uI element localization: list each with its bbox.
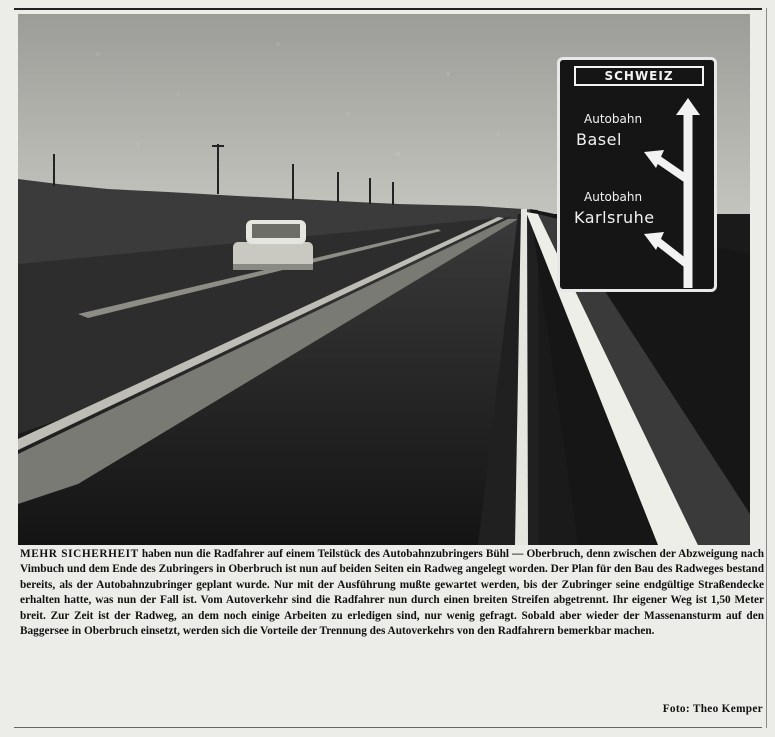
road-photo xyxy=(18,14,750,545)
sign-line1-small: Autobahn xyxy=(584,112,643,126)
caption-lead: MEHR SICHERHEIT xyxy=(20,548,139,560)
sign-line1-big: Basel xyxy=(576,130,622,149)
photo-caption xyxy=(20,547,764,639)
sign-header: SCHWEIZ xyxy=(574,66,704,86)
sign-line2-big: Karlsruhe xyxy=(574,208,655,227)
right-rule xyxy=(766,8,767,728)
photo-credit: Foto: Theo Kemper xyxy=(662,703,763,715)
highway-sign xyxy=(557,57,717,292)
sign-line2-small: Autobahn xyxy=(584,190,643,204)
caption-body: haben nun die Radfahrer auf einem Teilstück des Autobahnzubringers Bühl — Oberbruch, denn zwischen der Abzweigung nach Vimbuch und dem Ende des Zubringers in Oberbruch ist nun auf beiden Seiten ein Radweg angelegt worden. Der Plan für den Bau des Radweges bestand bereits, als der Autobahnzubringer geplant wurde. Nur mit der Ausführung mußte gewartet werden, bis der Zubringer seine endgültige Straßendecke erhalten hatte, was nun der Fall ist. Vom Autoverkehr sind die Radfahrer nun durch einen breiten Streifen abgetrennt. Ihr eigener Weg ist 1,50 Meter breit. Zur Zeit ist der Radweg, an dem noch einige Arbeiten zu erledigen sind, nur wenig gefragt. Sobald aber wieder der Massenansturm auf den Baggersee in Oberbruch einsetzt, werden sich die Vorteile der Trennung des Autoverkehrs von den Radfahrern bemerkbar machen. xyxy=(20,548,764,638)
bottom-rule xyxy=(14,727,762,728)
top-rule xyxy=(14,8,762,10)
sign-arrows-icon xyxy=(560,60,714,289)
